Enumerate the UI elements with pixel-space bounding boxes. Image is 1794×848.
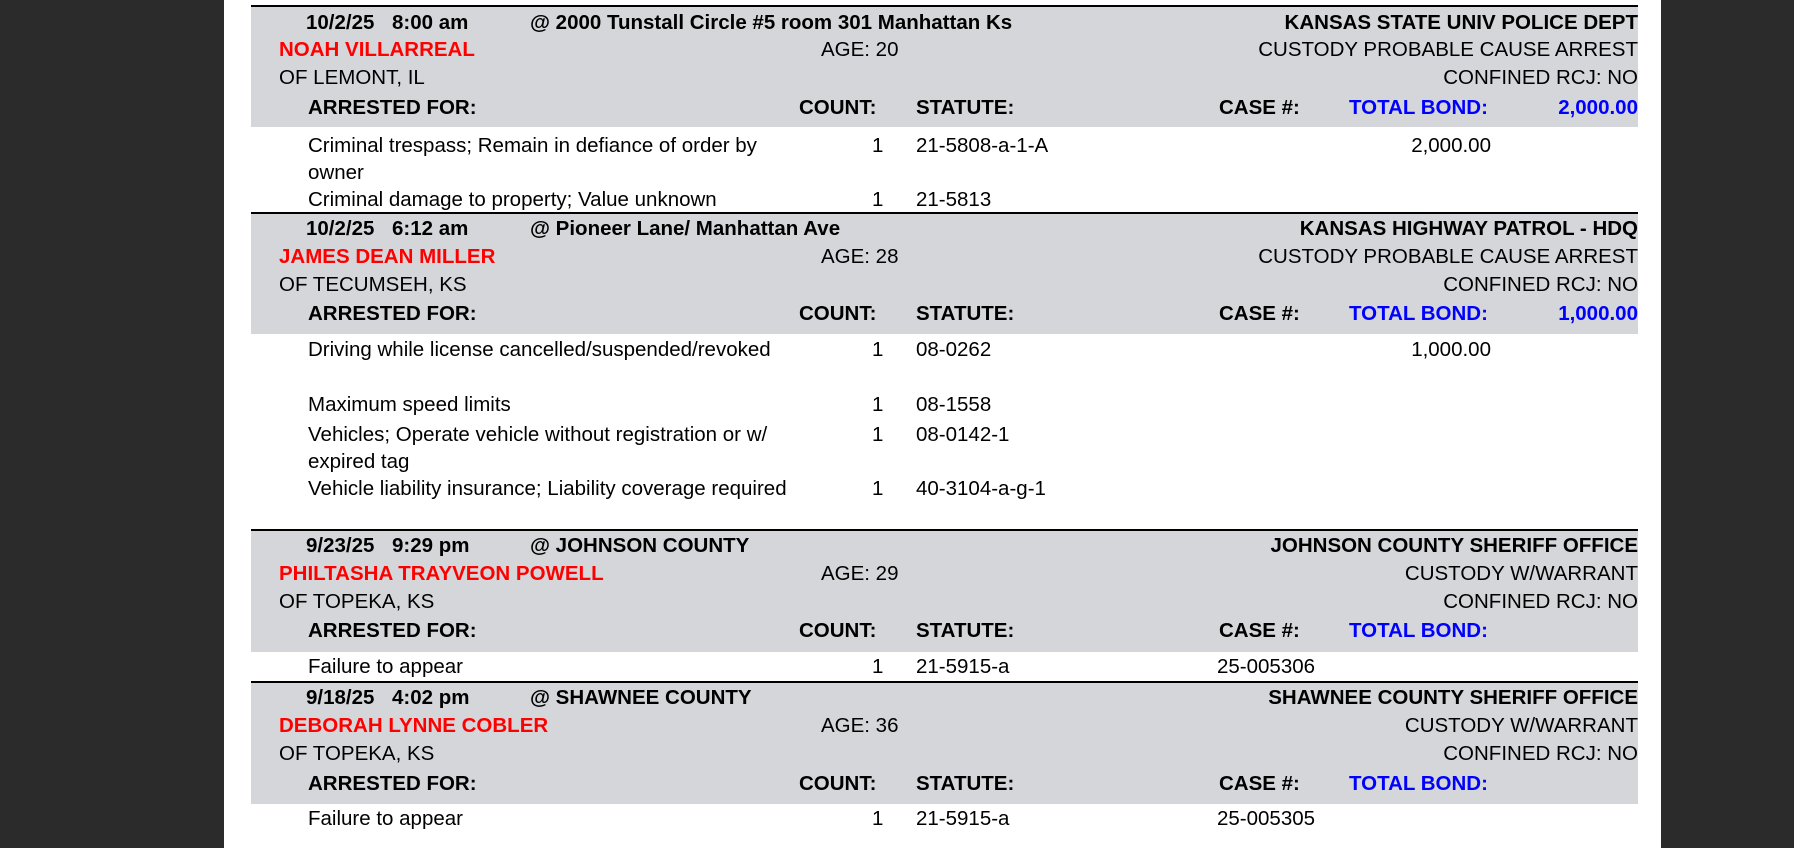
charge-statute: 08-1558 xyxy=(916,393,992,416)
charge-count: 1 xyxy=(872,188,884,211)
charge-count: 1 xyxy=(872,393,884,416)
case-label: CASE #: xyxy=(1219,772,1300,795)
arrestee-age: AGE: 36 xyxy=(821,714,899,737)
custody-type: CUSTODY W/WARRANT xyxy=(1404,562,1638,585)
arrestee-name: JAMES DEAN MILLER xyxy=(279,245,496,268)
record-header xyxy=(251,529,1638,652)
charge-description: Vehicle liability insurance; Liability coverage required xyxy=(308,477,787,500)
arrested-for-label: ARRESTED FOR: xyxy=(308,772,477,795)
arrested-for-label: ARRESTED FOR: xyxy=(308,619,477,642)
charge-description: Failure to appear xyxy=(308,807,463,830)
charge-description: Vehicles; Operate vehicle without registration or w/ expired tag xyxy=(308,423,768,473)
charge-description: Failure to appear xyxy=(308,655,463,678)
arrest-date: 9/23/25 xyxy=(306,534,375,557)
charge-description: Criminal damage to property; Value unknown xyxy=(308,188,717,211)
charge-case-number: 25-005306 xyxy=(1217,655,1316,678)
confined-status: CONFINED RCJ: NO xyxy=(1443,273,1638,296)
charge-count: 1 xyxy=(872,477,884,500)
arresting-agency: JOHNSON COUNTY SHERIFF OFFICE xyxy=(1270,534,1638,557)
total-bond-label: TOTAL BOND: xyxy=(1349,619,1488,642)
arrest-date: 10/2/25 xyxy=(306,11,375,34)
arrested-for-label: ARRESTED FOR: xyxy=(308,96,477,119)
charge-list xyxy=(251,127,1638,212)
arrestee-age: AGE: 28 xyxy=(821,245,899,268)
record-header xyxy=(251,681,1638,804)
confined-status: CONFINED RCJ: NO xyxy=(1443,742,1638,765)
charge-statute: 21-5813 xyxy=(916,188,992,211)
charge-count: 1 xyxy=(872,423,884,446)
count-label: COUNT: xyxy=(799,772,877,795)
statute-label: STATUTE: xyxy=(916,96,1015,119)
arrest-location: @ SHAWNEE COUNTY xyxy=(530,686,752,709)
charge-count: 1 xyxy=(872,655,884,678)
total-bond-label: TOTAL BOND: xyxy=(1349,302,1488,325)
statute-label: STATUTE: xyxy=(916,772,1015,795)
charge-description: Driving while license cancelled/suspended/revoked xyxy=(308,338,771,361)
arrest-time: 9:29 pm xyxy=(392,534,470,557)
arrest-record xyxy=(251,681,1638,844)
charge-count: 1 xyxy=(872,338,884,361)
charge-count: 1 xyxy=(872,134,884,157)
charge-statute: 21-5808-a-1-A xyxy=(916,134,1049,157)
case-label: CASE #: xyxy=(1219,96,1300,119)
arresting-agency: KANSAS HIGHWAY PATROL - HDQ xyxy=(1299,217,1638,240)
arrested-for-label: ARRESTED FOR: xyxy=(308,302,477,325)
charge-bond: 1,000.00 xyxy=(1411,338,1491,361)
arrest-location: @ Pioneer Lane/ Manhattan Ave xyxy=(530,217,841,240)
arrest-time: 8:00 am xyxy=(392,11,469,34)
arrest-record xyxy=(251,212,1638,529)
custody-type: CUSTODY PROBABLE CAUSE ARREST xyxy=(1258,38,1638,61)
charge-statute: 40-3104-a-g-1 xyxy=(916,477,1046,500)
record-header xyxy=(251,5,1638,127)
charge-count: 1 xyxy=(872,807,884,830)
custody-type: CUSTODY PROBABLE CAUSE ARREST xyxy=(1258,245,1638,268)
confined-status: CONFINED RCJ: NO xyxy=(1443,590,1638,613)
total-bond-value: 1,000.00 xyxy=(1558,302,1638,325)
arrestee-age: AGE: 20 xyxy=(821,38,899,61)
charge-description: Criminal trespass; Remain in defiance of order by owner xyxy=(308,134,757,184)
arrest-date: 9/18/25 xyxy=(306,686,375,709)
arrestee-origin: OF TOPEKA, KS xyxy=(279,590,435,613)
charge-statute: 08-0142-1 xyxy=(916,423,1010,446)
charge-list xyxy=(251,804,1638,844)
charge-statute: 21-5915-a xyxy=(916,655,1010,678)
charge-statute: 08-0262 xyxy=(916,338,992,361)
charge-description: Maximum speed limits xyxy=(308,393,511,416)
arrestee-name: DEBORAH LYNNE COBLER xyxy=(279,714,549,737)
charge-list xyxy=(251,652,1638,682)
arrest-location: @ JOHNSON COUNTY xyxy=(530,534,750,557)
charge-list xyxy=(251,334,1638,529)
arrest-location: @ 2000 Tunstall Circle #5 room 301 Manhattan Ks xyxy=(530,11,1013,34)
total-bond-value: 2,000.00 xyxy=(1558,96,1638,119)
statute-label: STATUTE: xyxy=(916,619,1015,642)
charge-statute: 21-5915-a xyxy=(916,807,1010,830)
confined-status: CONFINED RCJ: NO xyxy=(1443,66,1638,89)
arrestee-origin: OF LEMONT, IL xyxy=(279,66,425,89)
count-label: COUNT: xyxy=(799,96,877,119)
arrest-time: 6:12 am xyxy=(392,217,469,240)
count-label: COUNT: xyxy=(799,619,877,642)
arrestee-name: PHILTASHA TRAYVEON POWELL xyxy=(279,562,604,585)
arrest-record xyxy=(251,529,1638,682)
arrestee-age: AGE: 29 xyxy=(821,562,899,585)
total-bond-label: TOTAL BOND: xyxy=(1349,772,1488,795)
record-header xyxy=(251,212,1638,334)
arresting-agency: SHAWNEE COUNTY SHERIFF OFFICE xyxy=(1268,686,1638,709)
case-label: CASE #: xyxy=(1219,619,1300,642)
case-label: CASE #: xyxy=(1219,302,1300,325)
custody-type: CUSTODY W/WARRANT xyxy=(1404,714,1638,737)
arrest-record xyxy=(251,5,1638,212)
statute-label: STATUTE: xyxy=(916,302,1015,325)
arrest-date: 10/2/25 xyxy=(306,217,375,240)
arresting-agency: KANSAS STATE UNIV POLICE DEPT xyxy=(1284,11,1638,34)
charge-bond: 2,000.00 xyxy=(1411,134,1491,157)
arrestee-name: NOAH VILLARREAL xyxy=(279,38,475,61)
total-bond-label: TOTAL BOND: xyxy=(1349,96,1488,119)
arrest-time: 4:02 pm xyxy=(392,686,470,709)
arrestee-origin: OF TECUMSEH, KS xyxy=(279,273,467,296)
arrestee-origin: OF TOPEKA, KS xyxy=(279,742,435,765)
count-label: COUNT: xyxy=(799,302,877,325)
charge-case-number: 25-005305 xyxy=(1217,807,1316,830)
document-page xyxy=(224,0,1661,848)
